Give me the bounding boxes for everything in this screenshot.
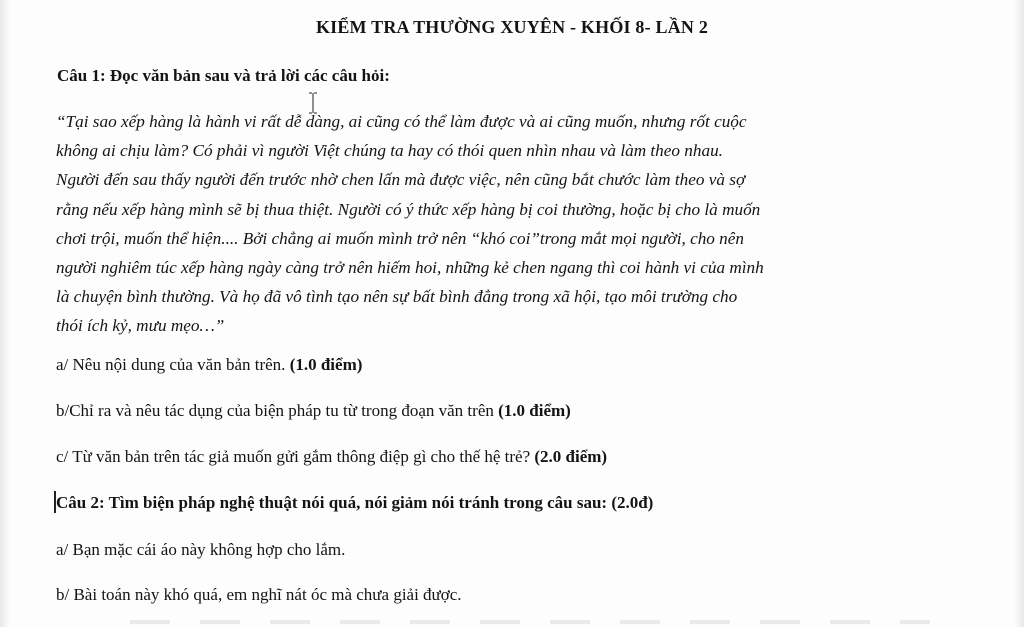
question-1a-points: (1.0 điểm) xyxy=(289,355,363,374)
reading-passage xyxy=(56,107,966,341)
passage-line: rằng nếu xếp hàng mình sẽ bị thua thiệt. Người có ý thức xếp hàng bị coi thường, hoặc bị cho là muốn xyxy=(56,199,761,219)
question-1c xyxy=(56,447,607,467)
passage-line: là chuyện bình thường. Và họ đã vô tình tạo nên sự bất bình đẳng trong xã hội, tạo môi trường cho xyxy=(56,287,738,307)
question-1a-text: a/ Nêu nội dung của văn bản trên. xyxy=(56,355,290,374)
passage-line: người nghiêm túc xếp hàng ngày càng trở nên hiếm hoi, những kẻ chen ngang thì coi hành vi của mình xyxy=(56,258,764,278)
question-1-heading: Câu 1: Đọc văn bản sau và trả lời các câu hỏi: xyxy=(57,66,390,85)
page-shadow-left xyxy=(0,0,10,627)
passage-line: thói ích kỷ, mưu mẹo…” xyxy=(56,316,225,336)
page-shadow-right xyxy=(1014,0,1024,627)
question-1c-text: c/ Từ văn bản trên tác giả muốn gửi gắm thông điệp gì cho thế hệ trẻ? xyxy=(56,447,535,466)
question-2b: b/ Bài toán này khó quá, em nghĩ nát óc mà chưa giải được. xyxy=(56,585,462,604)
passage-line: Người đến sau thấy người đến trước nhờ chen lấn mà được việc, nên cũng bắt chước làm theo và sợ xyxy=(56,170,746,190)
passage-line: chơi trội, muốn thể hiện.... Bởi chẳng ai muốn mình trở nên “khó coi”trong mắt mọi người, cho nên xyxy=(56,228,744,248)
question-1b xyxy=(56,401,571,421)
passage-line: không ai chịu làm? Có phải vì người Việt chúng ta hay có thói quen nhìn nhau và làm theo nhau. xyxy=(56,141,723,161)
text-cursor-icon xyxy=(308,92,318,114)
question-1b-text: b/Chỉ ra và nêu tác dụng của biện pháp tu từ trong đoạn văn trên xyxy=(56,401,499,420)
passage-line: “Tại sao xếp hàng là hành vi rất dễ dàng, ai cũng có thể làm được và ai cũng muốn, nhưng rốt cuộc xyxy=(56,112,747,131)
exam-title: KIỂM TRA THƯỜNG XUYÊN - KHỐI 8- LẦN 2 xyxy=(315,17,709,37)
question-1a xyxy=(56,355,362,375)
cut-off-next-line xyxy=(130,620,930,624)
question-1b-points: (1.0 điểm) xyxy=(498,401,571,420)
question-2-heading: Câu 2: Tìm biện pháp nghệ thuật nói quá, nói giảm nói tránh trong câu sau: (2.0đ) xyxy=(56,493,654,512)
question-1c-points: (2.0 điểm) xyxy=(534,447,608,466)
question-2a: a/ Bạn mặc cái áo này không hợp cho lắm. xyxy=(56,540,346,559)
